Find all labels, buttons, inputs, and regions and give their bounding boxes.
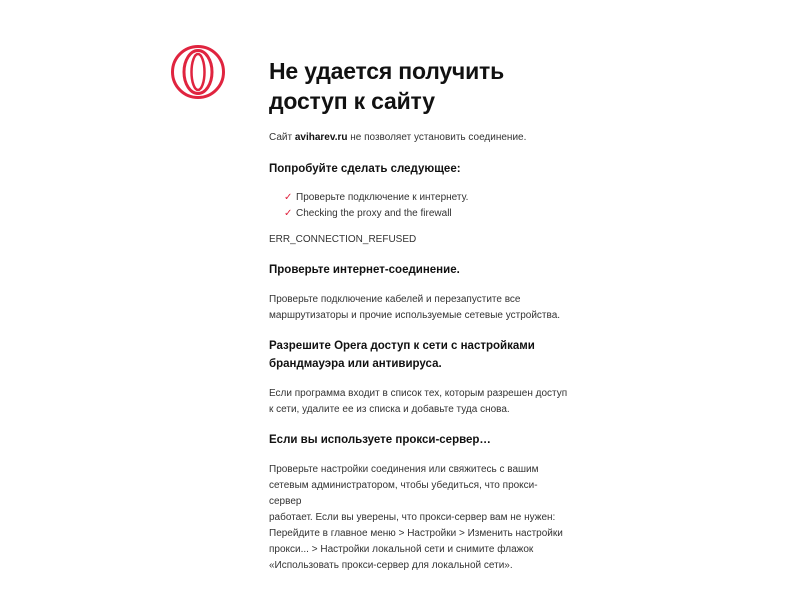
body-line: прокси... > Настройки локальной сети и снимите флажок <box>269 544 534 555</box>
list-item <box>284 206 569 222</box>
site-prefix: Сайт <box>269 132 295 143</box>
suggestion-text: Checking the proxy and the firewall <box>296 208 452 219</box>
page-title-line2: доступ к сайту <box>269 88 435 114</box>
body-line: работает. Если вы уверены, что прокси-сервер вам не нужен: <box>269 512 556 523</box>
heading-line: Разрешите Opera доступ к сети с настройками <box>269 340 535 352</box>
page-title-line1: Не удается получить <box>269 58 505 84</box>
error-content <box>269 56 569 574</box>
section-body-firewall <box>269 386 569 418</box>
site-message <box>269 130 569 146</box>
page-title <box>269 56 569 116</box>
suggestion-text: Проверьте подключение к интернету. <box>296 192 469 203</box>
checkmark-icon: ✓ <box>284 192 293 203</box>
body-line: маршрутизаторы и прочие используемые сетевые устройства. <box>269 310 561 321</box>
site-domain: aviharev.ru <box>294 132 348 143</box>
section-heading-firewall <box>269 337 569 373</box>
body-line: к сети, удалите ее из списка и добавьте туда снова. <box>269 404 510 415</box>
body-line: Проверьте настройки соединения или свяжитесь с вашим <box>269 464 539 475</box>
body-line: Перейдите в главное меню > Настройки > Изменить настройки <box>269 528 563 539</box>
section-heading-internet: Проверьте интернет-соединение. <box>269 264 460 276</box>
section-body-internet <box>269 292 569 324</box>
body-line: сетевым администратором, чтобы убедиться, что прокси-сервер <box>269 480 538 507</box>
checkmark-icon: ✓ <box>284 208 293 219</box>
opera-logo-icon <box>170 44 226 100</box>
section-body-proxy <box>269 462 569 574</box>
body-line: Если программа входит в список тех, которым разрешен доступ <box>269 388 568 399</box>
list-item <box>284 190 569 206</box>
body-line: «Использовать прокси-сервер для локальной сети». <box>269 560 513 571</box>
heading-line: брандмауэра или антивируса. <box>269 358 442 370</box>
site-suffix: не позволяет установить соединение. <box>347 132 527 143</box>
suggestion-list <box>269 190 569 222</box>
body-line: Проверьте подключение кабелей и перезапустите все <box>269 294 521 305</box>
section-heading-proxy: Если вы используете прокси-сервер… <box>269 434 491 446</box>
try-heading: Попробуйте сделать следующее: <box>269 163 461 175</box>
error-code: ERR_CONNECTION_REFUSED <box>269 234 417 245</box>
